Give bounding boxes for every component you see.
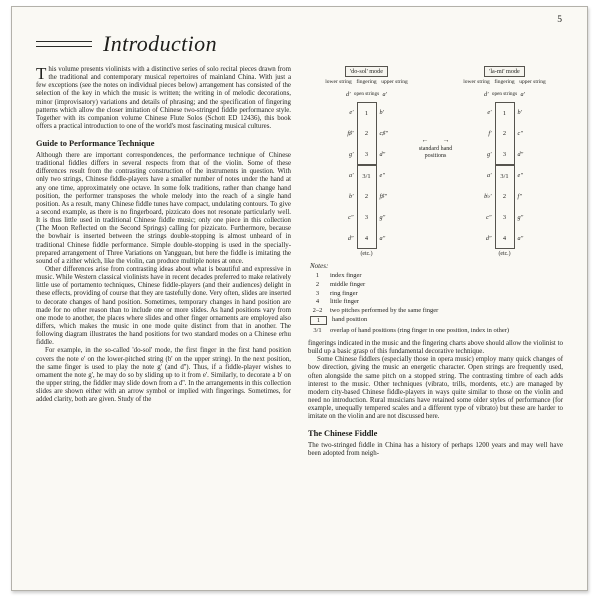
chart-etc-label: (etc.): [360, 251, 373, 258]
open-strings-row: [462, 88, 548, 102]
chart-column-headers: [462, 80, 548, 86]
fingering-row: [465, 144, 545, 165]
hand-position-arrows: [422, 136, 450, 144]
open-string-lower-note: d′: [346, 91, 351, 99]
finger-number: 3: [495, 207, 515, 228]
diagram-notes-list: [310, 272, 563, 334]
open-strings-row: [324, 88, 410, 102]
book-page: [11, 6, 588, 591]
chart-mode-label: 'do-sol' mode: [345, 66, 388, 77]
note-symbol: 3/1: [313, 326, 322, 334]
column-header-lower-string: lower string: [463, 79, 490, 86]
diagram-note: [310, 290, 563, 297]
column-header-fingering: fingering: [494, 79, 515, 86]
finger-number: 3/1: [357, 165, 377, 186]
open-string-upper-note: a′: [382, 91, 387, 99]
note-symbol: 1: [315, 272, 320, 280]
finger-number: 2: [357, 123, 377, 144]
upper-string-note: g″: [517, 213, 524, 221]
paragraph-fingering-charts: fingerings indicated in the music and the fingering charts above should allow the violinist to build up a basic grasp of this fundamental decorative technique.: [308, 340, 563, 356]
upper-string-note: c″: [517, 129, 523, 137]
note-symbol: 2: [315, 280, 320, 288]
note-text: little finger: [330, 298, 360, 306]
lower-string-note: e′: [487, 108, 492, 116]
fingering-row: [327, 228, 407, 249]
lower-string-note: d″: [485, 234, 492, 242]
note-symbol: 2–2: [312, 307, 323, 315]
fingering-row: [465, 228, 545, 249]
fingering-rows: [327, 102, 407, 249]
fingering-row: [327, 186, 407, 207]
finger-number: 3: [495, 144, 515, 165]
page-title: Introduction: [103, 31, 217, 56]
note-text: overlap of hand positions (ring finger in one position, index in other): [330, 326, 510, 334]
finger-number: 2: [495, 186, 515, 207]
finger-number: 3/1: [495, 165, 515, 186]
finger-number: 2: [357, 186, 377, 207]
lower-string-note: e′: [349, 108, 354, 116]
upper-string-note: g″: [379, 213, 386, 221]
paragraph-do-sol-example: For example, in the so-called 'do-sol' mode, the first finger in the first hand position covers the note e' on the lower-pitched string (b' on the upper string). In the next position, the same finger is used to play the note g' (and d''). Thus, if a fiddle-player wishes to ornament the note g', he may do so by sliding up to it from e'. Similarly, to decorate a b' on the upper string, the fiddler may slide down from a d''. In the arrangements in this collection slides are shown either with an arrow symbol or implied with fingerings. Sometimes, for added clarity, both are given. Study of the: [36, 347, 291, 404]
fingering-row: [465, 186, 545, 207]
title-double-rule: [36, 41, 92, 47]
fingering-row: [327, 207, 407, 228]
note-symbol: 4: [315, 298, 320, 306]
arrow-left-icon: ←: [421, 136, 429, 144]
fingering-row: [327, 102, 407, 123]
chart-column-headers: [324, 80, 410, 86]
column-header-lower-string: lower string: [325, 79, 352, 86]
diagram-notes-title: Notes:: [310, 261, 329, 270]
finger-number: 1: [495, 102, 515, 123]
open-strings-label: open strings: [353, 91, 380, 98]
note-symbol: 1: [310, 316, 327, 325]
diagram-notes: [310, 262, 563, 334]
lower-string-note: f′: [488, 129, 492, 137]
column-header-fingering: fingering: [356, 79, 377, 86]
lower-string-note: d″: [347, 234, 354, 242]
fingering-rows: [465, 102, 545, 249]
upper-string-note: e″: [379, 171, 385, 179]
fingering-row: [327, 144, 407, 165]
diagram-note: [310, 298, 563, 305]
fingering-row: [465, 123, 545, 144]
lower-string-note: c″: [486, 213, 492, 221]
open-strings-label: open strings: [491, 91, 518, 98]
fingering-row: [327, 165, 407, 186]
upper-string-note: c♯″: [379, 129, 388, 137]
note-text: ring finger: [330, 289, 358, 297]
finger-number: 1: [357, 102, 377, 123]
lower-string-note: g′: [487, 150, 492, 158]
fingering-row: [465, 207, 545, 228]
note-text: two pitches performed by the same finger: [330, 307, 439, 315]
fingering-diagram: [308, 66, 563, 334]
open-string-upper-note: a′: [520, 91, 525, 99]
column-header-upper-string: upper string: [519, 79, 546, 86]
diagram-note: [310, 307, 563, 314]
finger-number: 4: [357, 228, 377, 249]
finger-number: 3: [357, 144, 377, 165]
finger-number: 4: [495, 228, 515, 249]
upper-string-note: e″: [517, 171, 523, 179]
fingering-diagram-charts: [308, 66, 563, 258]
diagram-note: [310, 327, 563, 334]
two-column-layout: [36, 66, 563, 459]
note-text: hand position: [332, 315, 368, 323]
note-text: index finger: [330, 272, 362, 280]
section-heading-performance-technique: Guide to Performance Technique: [36, 139, 155, 149]
fingering-chart: [324, 66, 410, 258]
left-column: [36, 66, 291, 459]
page-number: 5: [557, 15, 562, 25]
upper-string-note: f♯″: [379, 192, 387, 200]
paragraph-aesthetic-differences: Other differences arise from contrasting ideas about what is beautiful and expressive in music. While Western classical violinists have in recent decades preferred to make relatively little use of portamento techniques, Chinese fiddle-players (and their audiences) delight in these effects, providing of course that they are tastefully done. Very often, slides are inserted to decorate changes of hand position. Sometimes, temporary changes in hand position are made for no other reason than to include one or more slides. As hand positions vary from one mode to another, the places where slides and other finger ornaments are employed also differs, which makes the music in one mode quite distinct from that in another. The following diagram illustrates the hand positions for two standard modes on a Chinese erhu fiddle.: [36, 266, 292, 347]
upper-string-note: b′: [517, 108, 522, 116]
arrow-right-icon: →: [442, 136, 450, 144]
right-column: [308, 66, 563, 459]
lower-string-note: b♭′: [484, 192, 492, 200]
title-row: [36, 31, 563, 57]
lower-string-note: a′: [487, 171, 492, 179]
fingering-row: [465, 165, 545, 186]
lower-string-note: b′: [349, 192, 354, 200]
column-header-upper-string: upper string: [381, 79, 408, 86]
lower-string-note: a′: [349, 171, 354, 179]
page-inner: [12, 7, 587, 590]
lower-string-note: c″: [348, 213, 354, 221]
fingering-row: [327, 123, 407, 144]
finger-number: 2: [495, 123, 515, 144]
note-text: middle finger: [330, 280, 366, 288]
diagram-note: [310, 316, 563, 325]
upper-string-note: b′: [379, 108, 384, 116]
standard-hand-positions-label: [413, 66, 459, 160]
diagram-note: [310, 272, 563, 279]
paragraph-construction-differences: Although there are important correspondences, the performance technique of Chinese traditional fiddles differs in several respects from that of the violin. Some of these differences result from the contrasting construction of the instruments in question. With only two strings, Chinese fiddle-players have a smaller number of notes under the hand at any one time, approximately one octave. In some folk traditions, rather than change hand position, the performer transposes the whole melody into the reach of a single hand position. As a result, many Chinese fiddle tunes have compact, undulating contours. To give a second example, as there is no fingerboard, pizzicato does not resonate particularly well. It is thus little used in traditional Chinese fiddle music; only one piece in this collection (The Moon Reflected on the Second Springs) calling for pizzicato. Furthermore, because the bowhair is inserted between the strings double-stopping is almost unheard of in traditional Chinese fiddle performance. Simple double-stopping is used in the specially-prepared arrangement of Three Variations on Yangguan, but here the fiddle is imitating the sound of a zither which, like the violin, can produce multiple notes at once.: [36, 152, 291, 265]
upper-string-note: d″: [379, 150, 386, 158]
upper-string-note: f″: [517, 192, 522, 200]
chart-etc-label: (etc.): [498, 251, 511, 258]
fingering-row: [465, 102, 545, 123]
intro-paragraph: This volume presents violinists with a distinctive series of solo recital pieces drawn from the traditional and contemporary musical repertoires of mainland China. With just a few exceptions (see the notes on individual pieces below) arrangement has consisted of the selection of the key in which the music is written; the writing in of melodic decorations, minor (improvisatory) variations and details of phrasing; and the specification of fingering patterns which allow the closer imitation of Chinese two-stringed fiddle performance style. Together with its companion volume Chinese Flute Solos (Schott ED 12436), this book offers a practical introduction to one of the world's most fascinating musical cultures.: [36, 64, 291, 130]
note-symbol: 3: [315, 289, 320, 297]
open-string-lower-note: d′: [484, 91, 489, 99]
finger-number: 3: [357, 207, 377, 228]
lower-string-note: g′: [349, 150, 354, 158]
upper-string-note: d″: [517, 150, 524, 158]
chart-mode-label: 'la-mi' mode: [484, 66, 525, 77]
upper-string-note: a″: [517, 234, 524, 242]
fingering-chart: [462, 66, 548, 258]
lower-string-note: f♯′: [347, 129, 354, 137]
upper-string-note: a″: [379, 234, 386, 242]
paragraph-bowing-styles: Some Chinese fiddlers (especially those in opera music) employ many quick changes of bow direction, giving the music an energetic character. Open strings are frequently used, often alongside the same pitch on a stopped string. The contrasting timbre of each adds interest to the music. Other techniques (vibrato, trills, mordents, etc.) are managed by modern city-based Chinese fiddle-players in ways quite similar to those on the violin and need no introduction. Rural musicians have retained some older styles of performance (for example, unequally tempered scales and a different type of vibrato) but these are harder to imitate on the violin and are not discussed here.: [308, 356, 563, 421]
standard-hand-positions-text: standard hand positions: [418, 146, 453, 159]
paragraph-fiddle-history: The two-stringed fiddle in China has a history of perhaps 1200 years and may well have been adopted from neigh-: [308, 442, 563, 458]
section-heading-chinese-fiddle: The Chinese Fiddle: [308, 429, 378, 439]
diagram-note: [310, 281, 563, 288]
